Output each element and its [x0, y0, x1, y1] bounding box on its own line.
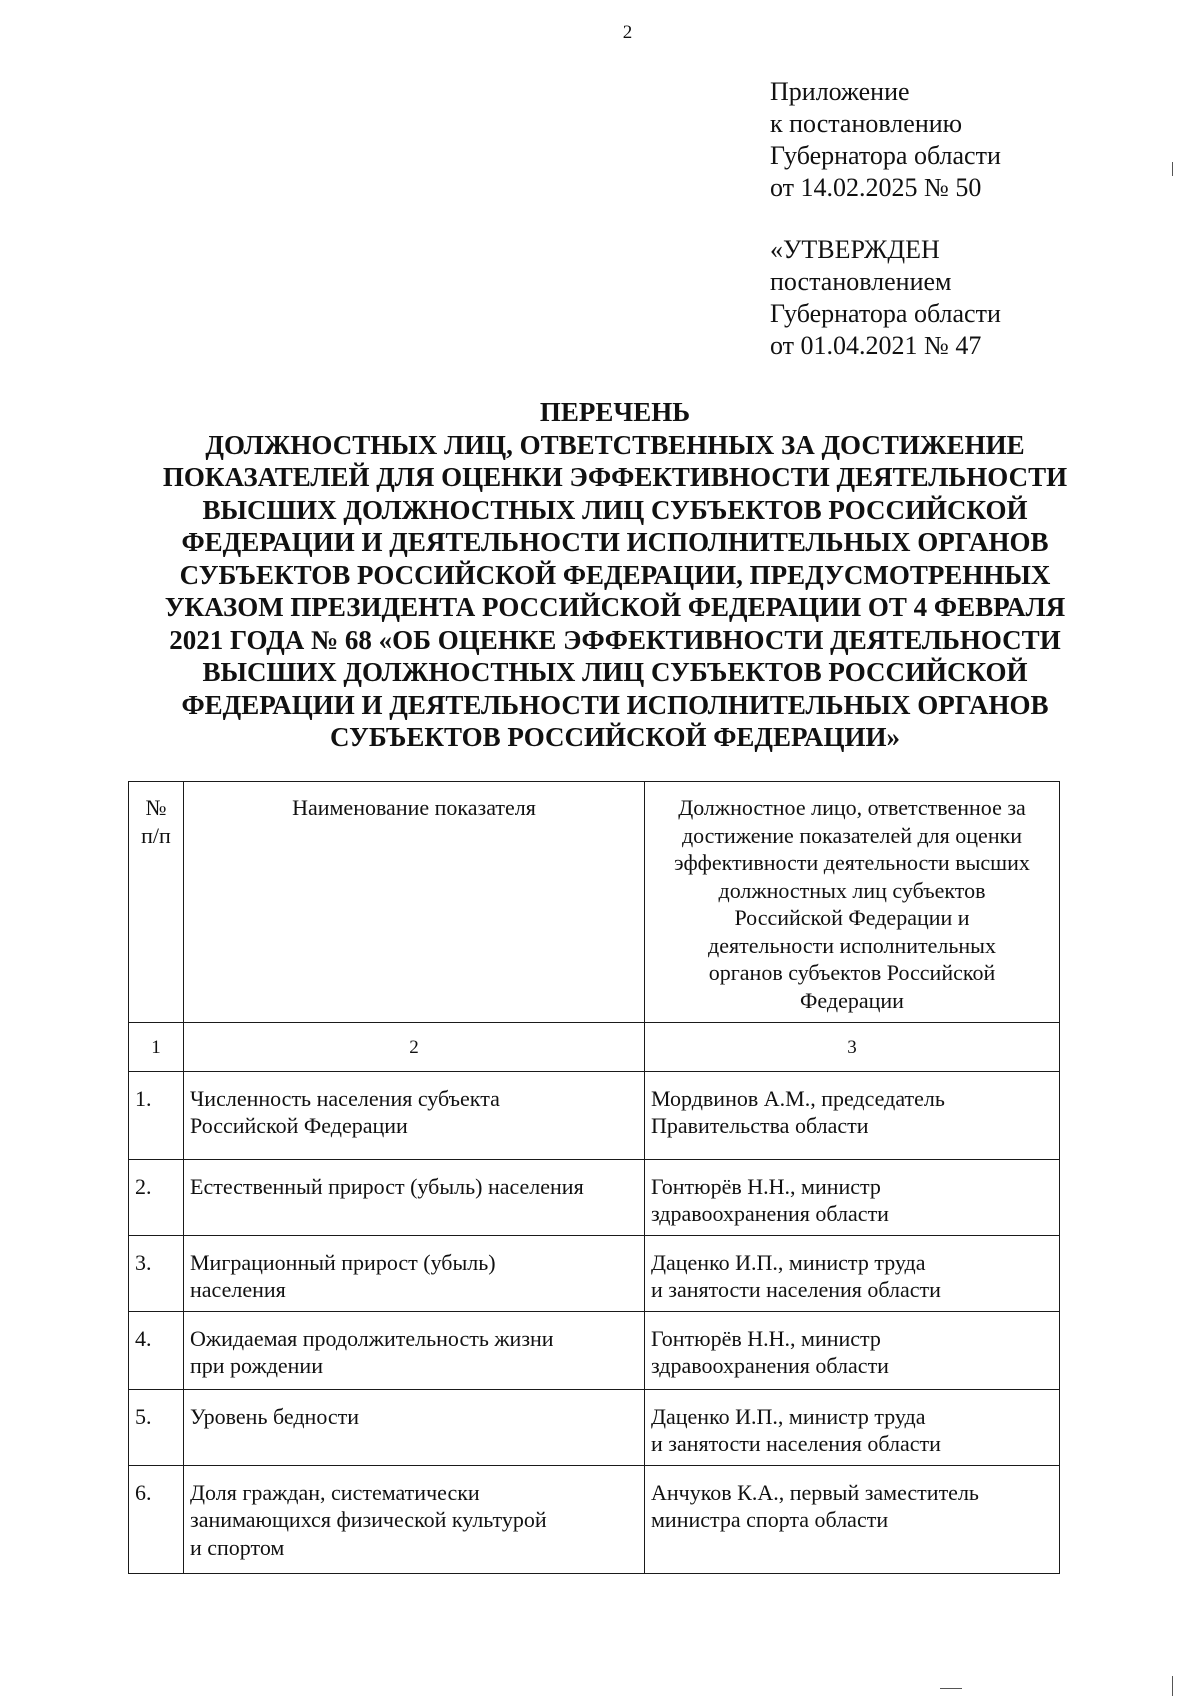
- indicator-name-line: занимающихся физической культурой: [190, 1507, 547, 1532]
- row-number: 5.: [129, 1389, 184, 1465]
- indicator-name-line: Естественный прирост (убыль) населения: [190, 1173, 584, 1199]
- header-official-line: Федерации: [800, 987, 904, 1013]
- title-line: 2021 ГОДА № 68 «ОБ ОЦЕНКЕ ЭФФЕКТИВНОСТИ ДЕЯТЕЛЬНОСТИ: [169, 624, 1061, 655]
- indicator-name-line: Российской Федерации: [190, 1113, 408, 1138]
- official-line: Анчуков К.А., первый заместитель: [651, 1479, 979, 1505]
- approval-block: [770, 234, 1001, 362]
- official-line: Даценко И.П., министр труда: [651, 1249, 926, 1275]
- page-number: 2: [622, 22, 633, 43]
- title-line: ДОЛЖНОСТНЫХ ЛИЦ, ОТВЕТСТВЕННЫХ ЗА ДОСТИЖЕНИЕ: [205, 429, 1025, 460]
- official-line: здравоохранения области: [651, 1353, 889, 1378]
- indicator-name: [184, 1465, 645, 1573]
- responsible-official: [645, 1071, 1060, 1159]
- indicators-table: [128, 781, 1060, 1574]
- title-line: ВЫСШИХ ДОЛЖНОСТНЫХ ЛИЦ СУБЪЕКТОВ РОССИЙСКОЙ: [202, 494, 1028, 525]
- official-line: Правительства области: [651, 1113, 869, 1138]
- header-responsible-official: [645, 782, 1060, 1023]
- approval-line: «УТВЕРЖДЕН: [770, 235, 940, 264]
- table-row: [129, 1389, 1060, 1465]
- row-number: 2.: [129, 1159, 184, 1235]
- title-line: СУБЪЕКТОВ РОССИЙСКОЙ ФЕДЕРАЦИИ»: [329, 722, 901, 752]
- official-line: министра спорта области: [651, 1507, 889, 1532]
- header-official-line: деятельности исполнительных: [708, 932, 996, 958]
- indicator-name-line: Доля граждан, систематически: [190, 1479, 480, 1505]
- indicator-name-line: населения: [190, 1277, 286, 1302]
- scan-artifact: [940, 1688, 962, 1689]
- indicator-name: [184, 1159, 645, 1235]
- official-line: Гонтюрёв Н.Н., министр: [651, 1325, 881, 1351]
- official-line: здравоохранения области: [651, 1201, 889, 1226]
- header-number-line: №: [145, 795, 167, 820]
- header-official-line: достижение показателей для оценки: [681, 822, 1023, 848]
- table-row: [129, 1235, 1060, 1311]
- indicator-name-line: Уровень бедности: [190, 1403, 360, 1429]
- indicator-name: [184, 1389, 645, 1465]
- appendix-line: от 14.02.2025 № 50: [770, 173, 982, 202]
- approval-line: постановлением: [770, 267, 952, 296]
- table-row: [129, 1159, 1060, 1235]
- table-row: [129, 1071, 1060, 1159]
- column-index: 1: [129, 1023, 184, 1072]
- row-number: 3.: [129, 1235, 184, 1311]
- appendix-line: Губернатора области: [770, 141, 1001, 170]
- header-official-line: Российской Федерации и: [734, 905, 970, 930]
- header-official-line: должностных лиц субъектов: [718, 877, 986, 903]
- header-official-line: Должностное лицо, ответственное за: [678, 795, 1026, 820]
- indicator-name-line: Численность населения субъекта: [190, 1085, 500, 1111]
- indicator-name: [184, 1071, 645, 1159]
- approval-line: от 01.04.2021 № 47: [770, 331, 982, 360]
- responsible-official: [645, 1389, 1060, 1465]
- scan-artifact: [1172, 1676, 1173, 1696]
- approval-line: Губернатора области: [770, 299, 1001, 328]
- table-row: [129, 1311, 1060, 1389]
- indicator-name: [184, 1311, 645, 1389]
- table-row: [129, 1465, 1060, 1573]
- responsible-official: [645, 1465, 1060, 1573]
- appendix-line: к постановлению: [770, 109, 963, 138]
- appendix-block: [770, 76, 1001, 204]
- indicator-name-line: при рождении: [190, 1353, 323, 1378]
- official-line: Мордвинов А.М., председатель: [651, 1085, 945, 1111]
- document-title: [120, 396, 1110, 754]
- scan-artifact: [1172, 162, 1173, 176]
- table-header-row: [129, 782, 1060, 1023]
- column-index: 2: [184, 1023, 645, 1072]
- header-official-line: органов субъектов Российской: [708, 960, 996, 985]
- responsible-official: [645, 1235, 1060, 1311]
- row-number: 6.: [129, 1465, 184, 1573]
- official-line: Гонтюрёв Н.Н., министр: [651, 1173, 881, 1199]
- responsible-official: [645, 1311, 1060, 1389]
- row-number: 4.: [129, 1311, 184, 1389]
- row-number: 1.: [129, 1071, 184, 1159]
- indicator-name-line: Ожидаемая продолжительность жизни: [190, 1325, 554, 1351]
- header-indicator-name-text: Наименование показателя: [292, 795, 536, 820]
- responsible-official: [645, 1159, 1060, 1235]
- indicator-name-line: и спортом: [190, 1534, 285, 1560]
- official-line: и занятости населения области: [651, 1277, 941, 1302]
- indicator-name-line: Миграционный прирост (убыль): [190, 1249, 496, 1275]
- title-line: СУБЪЕКТОВ РОССИЙСКОЙ ФЕДЕРАЦИИ, ПРЕДУСМОТРЕННЫХ: [179, 559, 1051, 590]
- title-line: ВЫСШИХ ДОЛЖНОСТНЫХ ЛИЦ СУБЪЕКТОВ РОССИЙСКОЙ: [202, 657, 1028, 687]
- title-line: ФЕДЕРАЦИИ И ДЕЯТЕЛЬНОСТИ ИСПОЛНИТЕЛЬНЫХ ОРГАНОВ: [181, 689, 1049, 720]
- official-line: Даценко И.П., министр труда: [651, 1403, 926, 1429]
- title-line: УКАЗОМ ПРЕЗИДЕНТА РОССИЙСКОЙ ФЕДЕРАЦИИ ОТ 4 ФЕВРАЛЯ: [164, 592, 1066, 622]
- indicator-name: [184, 1235, 645, 1311]
- header-indicator-name: [184, 782, 645, 1023]
- title-heading: ПЕРЕЧЕНЬ: [539, 397, 691, 427]
- column-index: 3: [645, 1023, 1060, 1072]
- header-number: [129, 782, 184, 1023]
- official-line: и занятости населения области: [651, 1431, 941, 1456]
- appendix-line: Приложение: [770, 77, 910, 106]
- column-index-row: [129, 1023, 1060, 1072]
- header-number-line: п/п: [141, 822, 171, 848]
- header-official-line: эффективности деятельности высших: [674, 850, 1030, 875]
- title-line: ФЕДЕРАЦИИ И ДЕЯТЕЛЬНОСТИ ИСПОЛНИТЕЛЬНЫХ ОРГАНОВ: [181, 527, 1049, 557]
- title-line: ПОКАЗАТЕЛЕЙ ДЛЯ ОЦЕНКИ ЭФФЕКТИВНОСТИ ДЕЯТЕЛЬНОСТИ: [162, 462, 1068, 492]
